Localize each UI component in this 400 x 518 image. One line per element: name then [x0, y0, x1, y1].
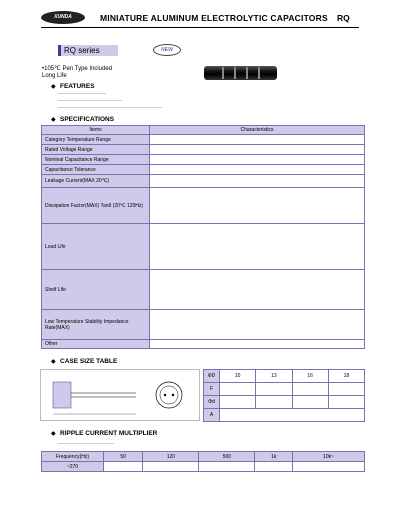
specifications-heading: SPECIFICATIONS: [60, 116, 115, 123]
faint-feature-line: [58, 107, 162, 108]
new-badge: NEW: [153, 44, 181, 56]
row-value: [150, 340, 365, 349]
table-row: [42, 135, 365, 145]
row-value: [150, 155, 365, 165]
row-label: Rated Voltage Range: [42, 145, 150, 155]
table-cell: [199, 462, 255, 472]
table-row: [204, 396, 365, 409]
top-view-inner: [160, 386, 178, 404]
capacitor-band: [234, 67, 236, 79]
frequency-cell: 120: [143, 452, 199, 462]
case-size-heading: CASE SIZE TABLE: [60, 358, 118, 365]
capacitor-band: [258, 67, 260, 79]
title-divider: [41, 27, 359, 28]
table-row: [42, 145, 365, 155]
page-title: MINIATURE ALUMINUM ELECTROLYTIC CAPACITORS: [100, 13, 328, 23]
row-label: Other: [42, 340, 150, 349]
table-cell: [292, 383, 328, 396]
lead-dot: [172, 394, 174, 396]
row-label: Category Temperature Range: [42, 135, 150, 145]
feature-line-long-life: Long Life: [42, 73, 67, 79]
capacitor-band: [246, 67, 248, 79]
features-heading: FEATURES: [60, 83, 95, 90]
row-label: ~270: [42, 462, 104, 472]
row-label: Capacitance Tolerance: [42, 165, 150, 175]
row-label: Load Life: [42, 224, 150, 270]
column-header-items: Items: [42, 126, 150, 135]
frequency-cell: 1k: [255, 452, 293, 462]
diamond-bullet-icon: ◆: [51, 359, 56, 365]
table-header-row: [42, 452, 365, 462]
row-label: Nominal Capacitance Range: [42, 155, 150, 165]
table-row: [42, 155, 365, 165]
diameter-cell: 13: [256, 370, 292, 383]
table-cell: [256, 383, 292, 396]
table-row: [42, 165, 365, 175]
row-value: [150, 270, 365, 310]
brand-logo: [41, 11, 85, 24]
row-label-lead-diameter: Φd: [204, 396, 220, 409]
column-header-frequency: Frequency(Hz): [42, 452, 104, 462]
diameter-cell: 18: [328, 370, 364, 383]
diamond-bullet-icon: ◆: [51, 84, 56, 90]
table-row: [204, 370, 365, 383]
table-cell: [104, 462, 143, 472]
table-header-row: [42, 126, 365, 135]
table-cell: [220, 383, 256, 396]
table-row: [204, 409, 365, 422]
row-label-diameter: ΦD: [204, 370, 220, 383]
diamond-bullet-icon: ◆: [51, 117, 56, 123]
lead-dot: [164, 394, 166, 396]
row-label: Shelf Life: [42, 270, 150, 310]
dimension-diagram: [41, 370, 199, 420]
ripple-heading: RIPPLE CURRENT MULTIPLIER: [60, 430, 158, 437]
row-value: [150, 224, 365, 270]
table-cell: [292, 396, 328, 409]
capacitor-body-outline: [53, 382, 71, 408]
specifications-table: [41, 125, 365, 349]
row-value: [150, 145, 365, 155]
table-row: [42, 270, 365, 310]
table-row: [42, 175, 365, 188]
diameter-cell: 16: [292, 370, 328, 383]
row-label-f: F: [204, 383, 220, 396]
series-label: RQ series: [58, 45, 118, 56]
table-cell: [143, 462, 199, 472]
table-cell: [220, 396, 256, 409]
row-label-a: A: [204, 409, 220, 422]
frequency-cell: 50: [104, 452, 143, 462]
row-value: [150, 165, 365, 175]
table-cell: [328, 396, 364, 409]
capacitor-band: [222, 67, 224, 79]
diamond-bullet-icon: ◆: [51, 431, 56, 437]
table-row: [42, 224, 365, 270]
case-size-table: [203, 369, 365, 422]
diameter-cell: 10: [220, 370, 256, 383]
ripple-current-table: [41, 451, 365, 472]
row-label: Leakage Current(MAX 20℃): [42, 175, 150, 188]
column-header-characteristics: Characteristics: [150, 126, 365, 135]
faint-feature-line: [58, 93, 106, 94]
row-label: Low Temperature Stability Impedance Rate(MAX): [42, 310, 150, 340]
frequency-cell: 500: [199, 452, 255, 462]
table-cell: [255, 462, 293, 472]
feature-line-pen-type: •105℃ Pen Type Included: [42, 66, 113, 72]
table-cell: [256, 396, 292, 409]
table-row: [42, 462, 365, 472]
table-cell: [220, 409, 365, 422]
logo-text: XUNDA: [54, 14, 72, 20]
row-value: [150, 175, 365, 188]
table-row: [42, 310, 365, 340]
table-row: [42, 340, 365, 349]
table-row: [42, 188, 365, 224]
table-cell: [328, 383, 364, 396]
row-value: [150, 310, 365, 340]
series-code: RQ: [337, 13, 350, 23]
faint-ripple-line: [58, 443, 114, 444]
row-label: Dissipation Factor(MAX) Tanδ (20℃ 120Hz): [42, 188, 150, 224]
frequency-cell: 10k~: [293, 452, 365, 462]
faint-feature-line: [58, 100, 122, 101]
table-row: [204, 383, 365, 396]
capacitor-image: [204, 66, 277, 80]
row-value: [150, 135, 365, 145]
row-value: [150, 188, 365, 224]
table-cell: [293, 462, 365, 472]
dimension-drawing: [40, 369, 200, 421]
